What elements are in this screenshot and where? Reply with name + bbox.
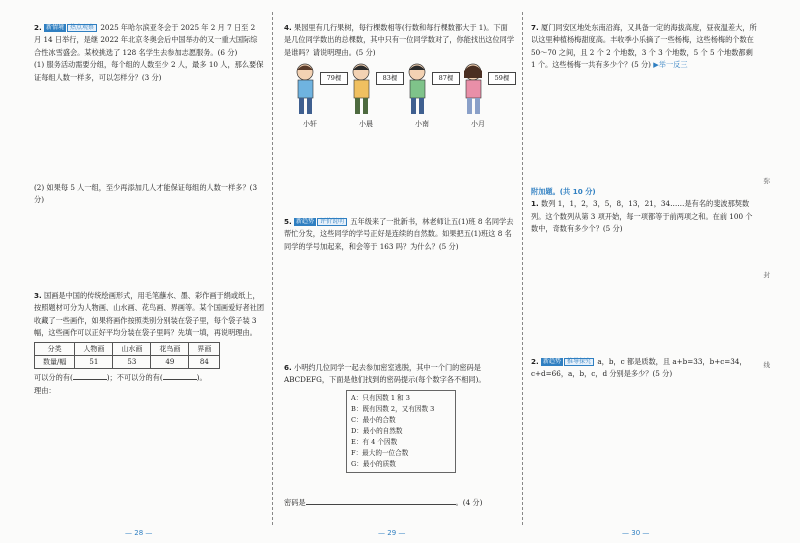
question-text: a，b，c 都是质数，且 a+b=33，b+c=34，c+d=66，a，b，c，d 分别是多少？(5 分) (531, 357, 747, 379)
answer-label: )。 (196, 373, 207, 383)
question-text: 厦门同安区地处东南沿海，又具备一定的海拔高度，昼夜温差大，所以这里种植杨梅甜度高。丰收季小乐摘了一些杨梅，这些杨梅的个数在 50～70 之间，且 2 个 2 个地数，3 个 3 个地数，5 个 5 个地数都剩 1 个。这些杨梅一共有多少个？(5 分) (531, 23, 757, 70)
question-text: 2025 年哈尔滨亚冬会于 2025 年 2 月 7 日至 2 月 14 日举行，是继 2022 年北京冬奥会后中国举办的又一重大国际综合性冰雪盛会。某校挑选了 128 名学生去参加志愿服务。(6 分) (34, 23, 258, 57)
answer-label: )；不可以分的有( (106, 373, 163, 383)
extra-question-2 (531, 356, 759, 381)
answer-blank[interactable] (163, 371, 197, 380)
question-text: 数列 1，1，2，3，5，8，13，21，34……是有名的斐波那契数列。这个数列从第 3 项开始，每一项都等于前两项之和。在前 100 个数中，奇数有多少个？(5 分) (531, 199, 753, 234)
page-number: — 29 — (378, 529, 406, 537)
margin-marker: 弥 (763, 177, 770, 185)
count-sign: 83棵 (376, 72, 404, 85)
question-part: (2) 如果每 5 人一组，至少再添加几人才能保证每组的人数一样多？(3 分) (34, 183, 258, 205)
question-2 (34, 22, 264, 84)
question-6 (284, 362, 514, 387)
kids-illustration (284, 62, 514, 132)
practice-link[interactable]: ▶举一反三 (653, 60, 688, 70)
column-divider (272, 12, 273, 525)
badge-new: 新情境 (46, 24, 65, 31)
page-number: — 28 — (125, 529, 153, 537)
column-right (531, 22, 759, 519)
password-answer-line (284, 496, 514, 509)
table-cell: 界画 (189, 342, 220, 355)
count-sign: 79棵 (320, 72, 348, 85)
count-sign: 59棵 (488, 72, 516, 85)
question-text: 国画是中国的传统绘画形式，用毛笔蘸水、墨、彩作画于绢或纸上，按照题材可分为人物画、山水画、花鸟画、界画等。某个国画爱好者社团收藏了一些画作，如果将画作按照类别分别装在袋子里，每个袋子装 3 幅，这些画作可以正好平均分装在袋子里吗？先填一填，再说明理由。 (34, 291, 265, 338)
hint-item: A：只有因数 1 和 3 (351, 394, 411, 402)
extra-title: 附加题。(共 10 分) (531, 187, 596, 196)
count-sign: 87棵 (432, 72, 460, 85)
question-number: 3. (34, 291, 42, 300)
table-row (35, 356, 220, 369)
answer-label: 密码是 (284, 498, 306, 507)
column-middle (284, 22, 514, 519)
kid-icon (292, 62, 322, 118)
answer-blank[interactable] (73, 371, 107, 380)
kid-figure (404, 62, 456, 130)
reason-label: 理由： (34, 385, 56, 395)
hint-item: B：既有因数 2，又有因数 3 (351, 405, 435, 413)
kid-figure (348, 62, 400, 130)
page-number: — 30 — (622, 529, 650, 537)
kid-name: 小南 (415, 119, 429, 128)
badge-hot: 热点观察 (67, 24, 97, 32)
margin-marker: 线 (763, 361, 770, 369)
page-number-value: 30 (631, 529, 641, 537)
table-row (35, 342, 220, 355)
question-text: 果园里有几行果树，每行棵数相等(行数和每行棵数都大于 1)。下面是几位同学数出的总棵数，其中只有一位同学数对了，你能找出这位同学是谁吗？请说明理由。(5 分) (284, 23, 515, 57)
question-number: 5. (284, 217, 292, 226)
page-number-value: 28 (134, 529, 144, 537)
kid-icon (460, 62, 490, 118)
table-cell: 数量/幅 (35, 356, 75, 369)
column-divider (522, 12, 523, 525)
table-cell: 分类 (35, 342, 75, 355)
column-left (34, 22, 264, 519)
table-cell: 53 (113, 356, 151, 369)
answer-line (34, 371, 264, 384)
hint-item: G：最小的质数 (351, 460, 396, 468)
kid-figure (460, 62, 512, 130)
question-text: 五年级来了一批新书，林老师让五(1)班 8 名同学去帮忙分发，这些同学的学号正好是连续的自然数。如果把五(1)班这 8 名同学的学号加起来，和会等于 163 吗？为什么？(5 分) (284, 217, 514, 251)
question-number: 4. (284, 23, 292, 32)
kid-name: 小晨 (359, 119, 373, 128)
table-cell: 51 (75, 356, 113, 369)
hint-item: F：最大的一位合数 (351, 449, 409, 457)
question-2-part-2 (34, 182, 264, 207)
table-cell: 84 (189, 356, 220, 369)
page-number-value: 29 (387, 529, 397, 537)
question-number: 2. (34, 23, 42, 32)
margin-marker: 封 (763, 271, 770, 279)
table-cell: 山水画 (113, 342, 151, 355)
score-label: 。(4 分) (455, 498, 483, 507)
table-cell: 花鸟画 (151, 342, 189, 355)
badge-eval: 评价说明 (317, 218, 347, 226)
table-cell: 人物画 (75, 342, 113, 355)
badge-new: 新趋势 (296, 218, 315, 225)
question-part: (1) 服务活动需要分组，每个组的人数至少 2 人，最多 10 人，那么要保证每组人数一样多，可以怎样分？(3 分) (34, 60, 264, 82)
question-number: 2. (531, 357, 539, 366)
badge-new: 新趋势 (543, 358, 562, 365)
hint-item: D：最小的自然数 (351, 427, 403, 435)
kid-name: 小轩 (303, 119, 317, 128)
question-4 (284, 22, 514, 59)
badge-explore: 推导探究 (564, 358, 594, 366)
password-input[interactable] (306, 496, 456, 505)
kid-icon (348, 62, 378, 118)
question-number: 6. (284, 363, 292, 372)
question-3 (34, 290, 264, 397)
table-cell: 49 (151, 356, 189, 369)
kid-icon (404, 62, 434, 118)
question-number: 7. (531, 23, 539, 32)
extra-section (531, 186, 759, 236)
hint-item: C：最小的合数 (351, 416, 396, 424)
kid-figure (292, 62, 344, 130)
question-text: 小明约几位同学一起去参加密室逃脱，其中一个门的密码是 ABCDEFG，下面是他们找到的密码提示(每个数字各不相同)。 (284, 363, 486, 385)
question-5 (284, 216, 514, 253)
question-7 (531, 22, 759, 72)
question-number: 1. (531, 199, 539, 209)
answer-label: 可以分的有( (34, 373, 73, 383)
hint-item: E：有 4 个因数 (351, 438, 398, 446)
kid-name: 小月 (471, 119, 485, 128)
painting-table (34, 342, 220, 370)
password-hints-box (346, 390, 456, 473)
